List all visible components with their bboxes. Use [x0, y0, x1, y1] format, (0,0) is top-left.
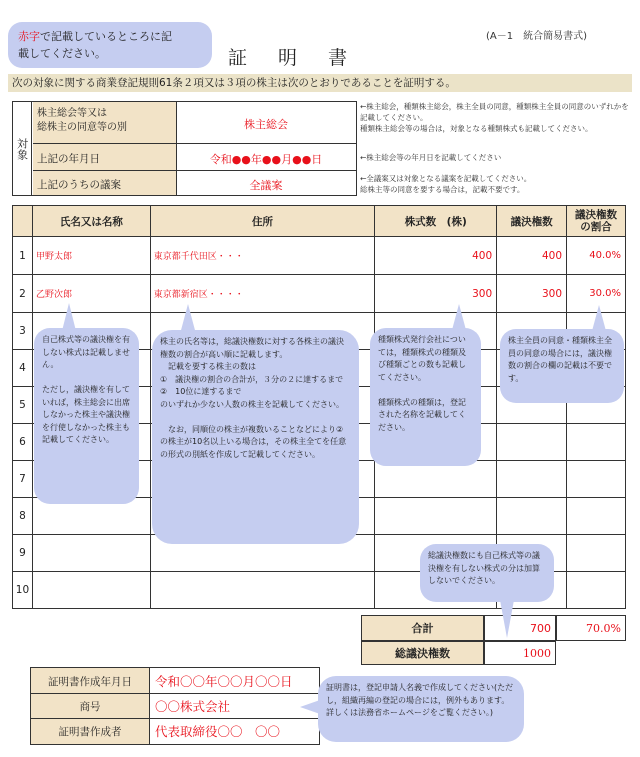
bubble-bottom-tail	[300, 700, 320, 714]
target-note-1: ←株主総会，種類株主総会，株主全員の同意，種類株主全員の同意のいずれかを記載してください。 種類株主総会等の場合は，対象となる種類株式も記載してください。	[360, 102, 629, 133]
row-votes	[497, 424, 567, 461]
row-name: 甲野太郎	[32, 237, 150, 275]
page-title: 証 明 書	[228, 47, 354, 69]
certifier-label-company: 商号	[79, 701, 101, 713]
table-row	[13, 237, 626, 275]
col-name: 氏名又は名称	[32, 206, 150, 237]
col-address: 住所	[150, 206, 375, 237]
all-votes-label: 総議決権数	[361, 641, 484, 665]
all-votes-value: 1000	[484, 641, 556, 665]
target-side-label: 対象	[12, 101, 32, 196]
target-value-2: 令和●●年●●月●●日	[209, 153, 323, 166]
table-row	[13, 275, 626, 313]
row-number: 4	[13, 350, 33, 387]
row-shares	[375, 498, 497, 535]
row-number: 7	[13, 461, 33, 498]
row-ratio: 30.0%	[567, 275, 626, 313]
callout-nonvoting: 自己株式等の議決権を有しない株式は記載しません。 ただし，議決権を有していれば，株主総会に出席しなかった株主や議決権を行使しなかった株主も記載してください。	[34, 328, 139, 504]
form-code: (A－1 統合簡易書式)	[486, 31, 588, 42]
target-value-3: 全議案	[249, 179, 283, 192]
row-shares: 400	[375, 237, 497, 275]
row-number: 2	[13, 275, 33, 313]
row-name	[32, 572, 150, 609]
bubble-ratio-tail	[592, 305, 606, 331]
row-ratio	[567, 572, 626, 609]
certifier-label-date: 証明書作成年月日	[48, 676, 132, 688]
total-label: 合計	[361, 615, 484, 641]
row-address	[150, 572, 375, 609]
col-votes: 議決権数	[497, 206, 567, 237]
row-number: 9	[13, 535, 33, 572]
bubble-total-tail	[500, 600, 514, 638]
row-number: 6	[13, 424, 33, 461]
row-number: 8	[13, 498, 33, 535]
target-label-2: 上記の年月日	[37, 153, 100, 165]
row-votes	[497, 498, 567, 535]
bubble-shares-tail	[452, 304, 466, 330]
row-votes: 300	[497, 275, 567, 313]
col-shares: 株式数 (株)	[375, 206, 497, 237]
certifier-label-author: 証明書作成者	[58, 726, 122, 738]
certifier-company: 〇〇株式会社	[155, 699, 231, 714]
row-votes: 400	[497, 237, 567, 275]
total-ratio: 70.0%	[556, 615, 626, 641]
row-address: 東京都新宿区・・・・	[150, 275, 375, 313]
row-name: 乙野次郎	[32, 275, 150, 313]
row-number: 5	[13, 387, 33, 424]
row-ratio	[567, 498, 626, 535]
row-shares: 300	[375, 275, 497, 313]
row-name	[32, 535, 150, 572]
row-address: 東京都千代田区・・・	[150, 237, 375, 275]
target-note-2: ←株主総会等の年月日を記載してください	[360, 153, 502, 162]
target-label-3: 上記のうちの議案	[37, 179, 121, 191]
note-red-word: 赤字	[18, 30, 40, 43]
row-ratio	[567, 535, 626, 572]
callout-total-votes: 総議決権数にも自己株式等の議決権を有しない株式の分は加算しないでください。	[420, 544, 554, 602]
instruction-note	[8, 22, 212, 68]
target-note-3: ←全議案又は対象となる議案を記載してください。 総株主等の同意を要する場合は，記載不要です。	[360, 174, 532, 194]
target-value-1: 株主総会	[244, 118, 288, 131]
callout-ordering: 株主の氏名等は，総議決権数に対する各株主の議決権数の割合が高い順に記載します。 記載を要する株主の数は ① 議決権の割合の合計が，３分の２に達するまで ② 10位に達するまで のいずれか少ない人数の株主を記載してください。 なお，同順位の株主が複数いることなどにより②の株主が10名以上いる場合は，その株主全てを任意の形式の別紙を作成して記載してください。	[152, 330, 359, 544]
note-text-1: で記載しているところに記	[40, 30, 172, 43]
row-shares	[375, 461, 497, 498]
intro-text: 次の対象に関する商業登記規則61条２項又は３項の株主は次のとおりであることを証明する。	[8, 74, 632, 92]
row-number: 3	[13, 313, 33, 350]
callout-ratio: 株主全員の同意・種類株主全員の同意の場合には，議決権数の割合の欄の記載は不要です。	[500, 329, 624, 403]
target-label-1: 株主総会等又は 総株主の同意等の別	[37, 108, 127, 133]
certifier-date: 令和〇〇年〇〇月〇〇日	[155, 674, 293, 689]
row-votes	[497, 461, 567, 498]
table-header-row	[13, 206, 626, 237]
row-number: 10	[13, 572, 33, 609]
total-votes: 700	[484, 615, 556, 641]
bubble-left-tail	[62, 303, 76, 331]
row-ratio	[567, 424, 626, 461]
row-ratio: 40.0%	[567, 237, 626, 275]
note-text-2: 載してください。	[18, 47, 106, 60]
col-ratio: 議決権数 の割合	[567, 206, 626, 237]
callout-certifier: 証明書は，登記申請人名義で作成してください(ただし，組織再編の登記の場合には，例外もあります。詳しくは法務省ホームページをご覧ください。)	[318, 676, 524, 742]
certifier-author: 代表取締役〇〇 〇〇	[155, 724, 281, 739]
row-number: 1	[13, 237, 33, 275]
callout-share-classes: 種類株式発行会社については，種類株式の種類及び種類ごとの数も記載してください。 種類株式の種類は，登記された名称を記載してください。	[370, 328, 481, 466]
row-ratio	[567, 461, 626, 498]
